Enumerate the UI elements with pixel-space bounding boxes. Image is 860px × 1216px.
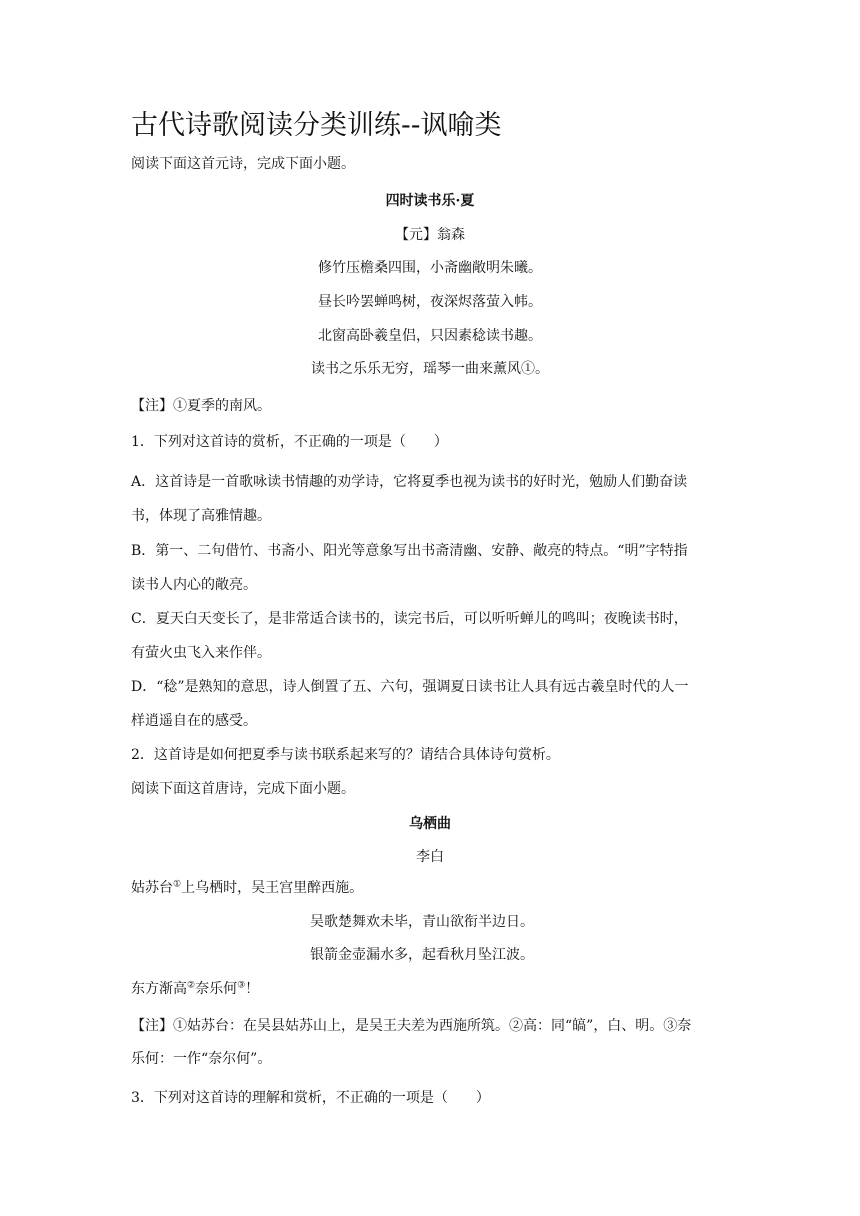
q1-option-c-line1: C．夏天白天变长了，是非常适合读书的，读完书后，可以听听蝉儿的鸣叫；夜晚读书时， xyxy=(131,611,688,627)
poem1-line-2: 昼长吟罢蝉鸣树，夜深烬落萤入帏。 xyxy=(318,294,542,310)
poem2-note-line2: 乐何：一作“奈尔何”。 xyxy=(131,1051,272,1067)
footnote-marker-3: ③ xyxy=(237,980,246,991)
intro-tang-poem: 阅读下面这首唐诗，完成下面小题。 xyxy=(131,781,355,797)
q1-option-b-line2: 读书人内心的敞亮。 xyxy=(131,577,257,593)
poem2-line-4 xyxy=(131,979,259,999)
poem2-line-1-pre: 姑苏台 xyxy=(131,880,173,896)
q1-option-d-line1: D．“稔”是熟知的意思，诗人倒置了五、六句，强调夏日读书让人具有远古羲皇时代的人一 xyxy=(131,679,689,695)
poem2-line-4-post: ！ xyxy=(245,981,260,997)
question-1-stem: 1．下列对这首诗的赏析，不正确的一项是（ ） xyxy=(131,434,448,450)
poem1-line-4: 读书之乐乐无穷，瑶琴一曲来薰风①。 xyxy=(311,361,549,377)
page-title: 古代诗歌阅读分类训练--讽喻类 xyxy=(131,110,502,141)
footnote-marker-2: ② xyxy=(187,980,196,991)
poem1-title: 四时读书乐·夏 xyxy=(385,193,475,209)
poem2-line-4-mid: 奈乐何 xyxy=(195,981,238,997)
q1-option-a-line1: A．这首诗是一首歌咏读书情趣的劝学诗，它将夏季也视为读书的好时光，勉励人们勤奋读 xyxy=(131,474,688,490)
poem2-line-1-post: 上乌栖时，吴王宫里醉西施。 xyxy=(181,880,364,896)
q1-option-a-line2: 书，体现了高雅情趣。 xyxy=(131,508,271,524)
footnote-marker-1: ① xyxy=(173,879,182,890)
poem1-author: 【元】翁森 xyxy=(395,227,465,243)
q1-option-b-line1: B．第一、二句借竹、书斋小、阳光等意象写出书斋清幽、安静、敞亮的特点。“明”字特指 xyxy=(131,543,688,559)
poem2-author: 李白 xyxy=(416,849,444,865)
poem2-note-line1: 【注】①姑苏台：在吴县姑苏山上，是吴王夫差为西施所筑。②高：同“皜”，白、明。③奈 xyxy=(131,1018,692,1034)
poem1-note: 【注】①夏季的南风。 xyxy=(131,398,271,414)
poem2-line-3: 银箭金壶漏水多，起看秋月坠江波。 xyxy=(310,947,534,963)
question-3-stem: 3．下列对这首诗的理解和赏析，不正确的一项是（ ） xyxy=(131,1090,490,1106)
q1-option-d-line2: 样逍遥自在的感受。 xyxy=(131,713,257,729)
poem2-line-2: 吴歌楚舞欢未毕，青山欲衔半边日。 xyxy=(310,914,534,930)
q1-option-c-line2: 有萤火虫飞入来作伴。 xyxy=(131,645,271,661)
question-2: 2．这首诗是如何把夏季与读书联系起来写的？请结合具体诗句赏析。 xyxy=(131,747,560,763)
poem2-line-4-pre: 东方渐高 xyxy=(131,981,187,997)
poem2-title: 乌栖曲 xyxy=(409,816,451,832)
poem2-line-1 xyxy=(131,878,363,898)
intro-yuan-poem: 阅读下面这首元诗，完成下面小题。 xyxy=(131,156,355,172)
poem1-line-3: 北窗高卧羲皇侣，只因素稔读书趣。 xyxy=(318,328,542,344)
poem1-line-1: 修竹压檐桑四围，小斋幽敞明朱曦。 xyxy=(318,260,542,276)
